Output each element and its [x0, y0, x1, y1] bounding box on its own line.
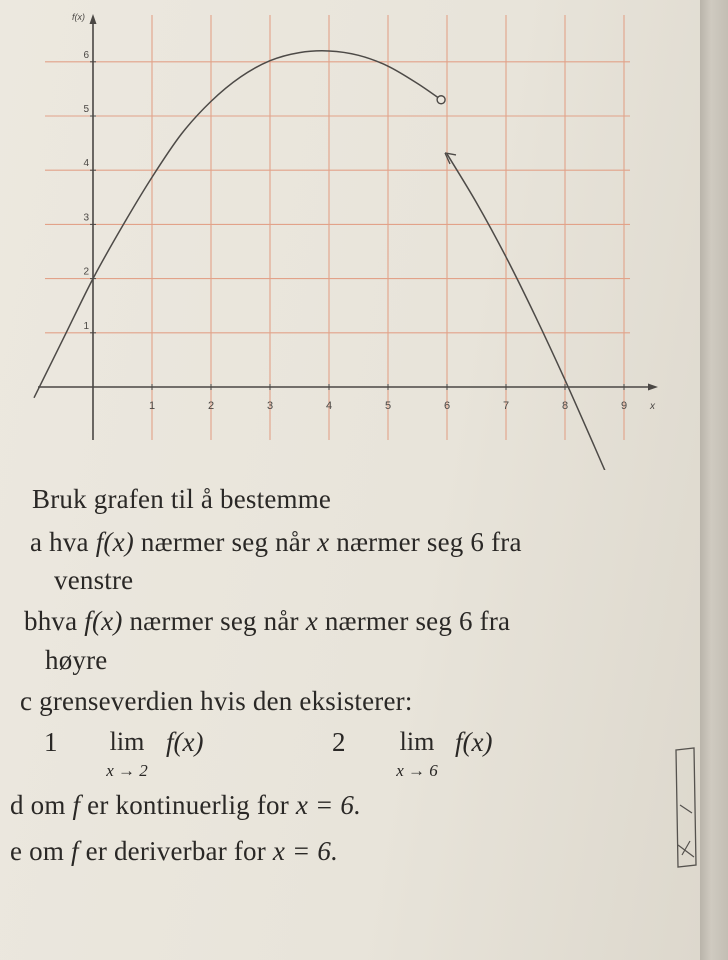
question-a-text-2: nærmer seg når: [140, 527, 311, 557]
x-axis-arrow: [648, 384, 658, 391]
question-e-text-1: om: [29, 836, 65, 866]
limit-2-subscript: x → 6: [396, 761, 438, 780]
x-tick-label-7: 7: [502, 400, 510, 412]
question-c: [20, 686, 413, 717]
question-c-text: grenseverdien hvis den eksisterer:: [39, 686, 413, 716]
question-d-text-2: er kontinuerlig for: [87, 790, 289, 820]
x-tick-label-1: 1: [148, 400, 156, 412]
question-b: [24, 606, 510, 637]
limit-1-operator: [96, 727, 158, 781]
limit-2-fx: f(x): [455, 727, 493, 757]
limit-1-lim: lim: [109, 727, 145, 756]
question-a-continuation: [54, 565, 133, 596]
intro-text: Bruk grafen til å bestemme: [32, 484, 332, 514]
question-a: [30, 527, 522, 558]
y-tick-label-4: 4: [83, 158, 89, 170]
question-e: [10, 836, 338, 867]
y-tick-label-1: 1: [83, 320, 89, 332]
x-tick-label-6: 6: [443, 400, 451, 412]
x-tick-label-3: 3: [266, 400, 274, 412]
question-b-text-2: nærmer seg når: [129, 606, 299, 636]
question-d-text-1: om: [30, 790, 66, 820]
question-b-text-1: hva: [37, 606, 78, 636]
y-axis-label: f(x): [72, 12, 85, 22]
question-b-label: b: [24, 606, 38, 636]
function-graph: [0, 0, 700, 470]
question-d-f: f: [72, 790, 81, 820]
question-e-text-2: er deriverbar for: [85, 836, 266, 866]
x-tick-label-4: 4: [325, 400, 333, 412]
question-e-label: e: [10, 836, 23, 866]
question-b-continuation: [45, 645, 107, 676]
question-b-cont-text: høyre: [45, 645, 108, 675]
question-d-label: d: [10, 790, 24, 820]
pencil-margin-mark: [672, 745, 702, 875]
limit-2-lim: lim: [399, 727, 435, 756]
limit-2-operator: [386, 727, 448, 781]
curve-right: [447, 154, 611, 470]
question-d-eq: x = 6.: [295, 790, 362, 820]
question-b-x: x: [305, 606, 318, 636]
y-tick-label-3: 3: [83, 212, 89, 224]
question-a-text-3: nærmer seg 6 fra: [336, 527, 522, 557]
open-endpoint: [437, 96, 445, 104]
limit-2-number: 2: [332, 727, 346, 757]
question-a-label: a: [30, 527, 43, 557]
question-a-cont-text: venstre: [54, 565, 134, 595]
question-e-eq: x = 6.: [272, 836, 339, 866]
intro-line: [32, 484, 331, 515]
question-c-label: c: [20, 686, 33, 716]
tick-labels: [83, 50, 627, 412]
x-tick-label-8: 8: [561, 400, 569, 412]
y-tick-label-5: 5: [83, 104, 89, 115]
axis-ticks: [90, 62, 624, 390]
y-tick-label-6: 6: [83, 49, 89, 61]
x-tick-label-2: 2: [207, 400, 215, 412]
question-d: [10, 790, 361, 821]
limit-1-fx: f(x): [166, 727, 204, 757]
question-b-text-3: nærmer seg 6 fra: [324, 606, 511, 636]
x-axis-label: x: [650, 401, 655, 412]
page-edge: [700, 0, 728, 960]
question-b-fx: f(x): [84, 606, 123, 636]
question-a-text-1: hva: [49, 527, 89, 557]
question-e-f: f: [71, 836, 79, 866]
curves: [34, 51, 611, 470]
y-axis-arrow: [90, 14, 97, 24]
limit-1-subscript: x → 2: [106, 761, 148, 780]
grid-lines: [45, 15, 630, 440]
question-a-fx: f(x): [95, 527, 134, 557]
x-tick-label-5: 5: [384, 400, 392, 412]
y-tick-label-2: 2: [83, 266, 89, 278]
x-tick-label-9: 9: [620, 400, 628, 412]
question-a-x: x: [317, 527, 330, 557]
limit-1-number: 1: [44, 727, 58, 757]
